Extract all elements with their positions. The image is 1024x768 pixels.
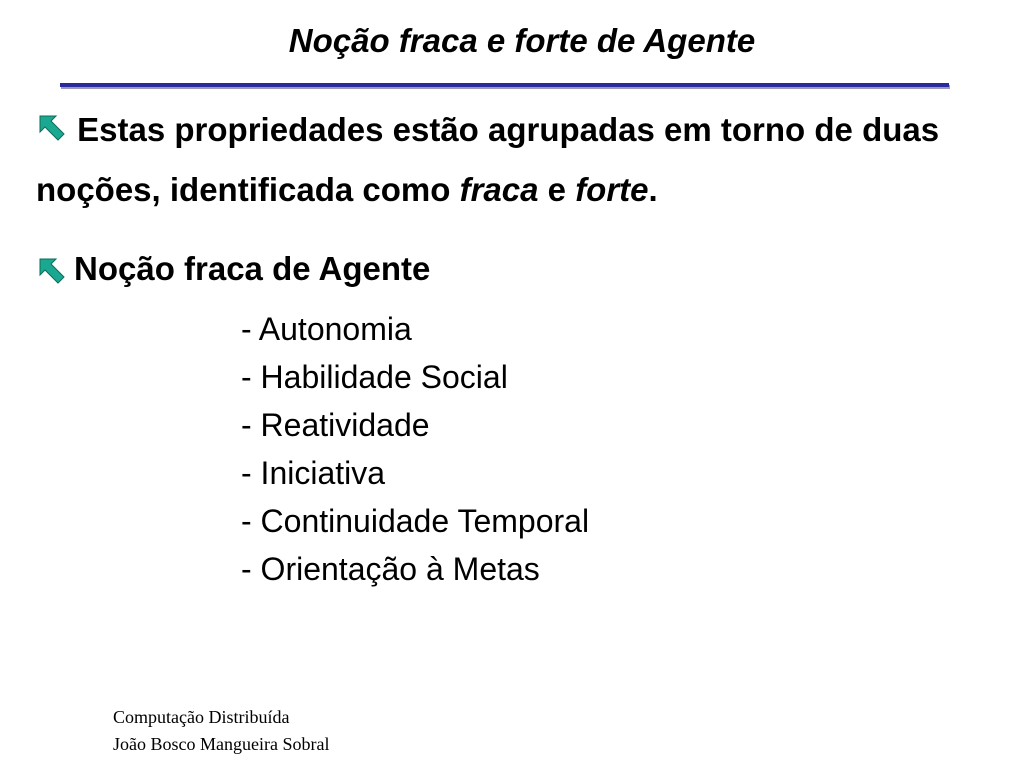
properties-list — [241, 305, 589, 593]
arrow-up-left-icon — [36, 112, 68, 144]
list-item: - Orientação à Metas — [241, 551, 540, 587]
list-item: - Habilidade Social — [241, 359, 508, 395]
footer-course: Computação Distribuída — [113, 707, 290, 727]
slide-footer — [113, 704, 329, 758]
footer-author: João Bosco Mangueira Sobral — [113, 734, 330, 754]
paragraph-text: Estas propriedades estão agrupadas em torno de duas noções, identificada como — [36, 111, 940, 208]
arrow-up-left-icon — [36, 255, 68, 287]
intro-paragraph — [36, 100, 996, 220]
paragraph-term-weak: fraca — [459, 171, 539, 208]
paragraph-period: . — [648, 171, 658, 208]
list-item: - Autonomia — [241, 311, 412, 347]
list-item: - Iniciativa — [241, 455, 386, 491]
weak-agent-heading: Noção fraca de Agente — [74, 250, 431, 287]
list-item: - Reatividade — [241, 407, 430, 443]
slide-title: Noção fraca e forte de Agente — [288, 22, 756, 59]
title-underline — [60, 83, 949, 87]
list-item: - Continuidade Temporal — [241, 503, 590, 539]
paragraph-conjunction: e — [547, 171, 567, 208]
paragraph-term-strong: forte — [575, 171, 649, 208]
